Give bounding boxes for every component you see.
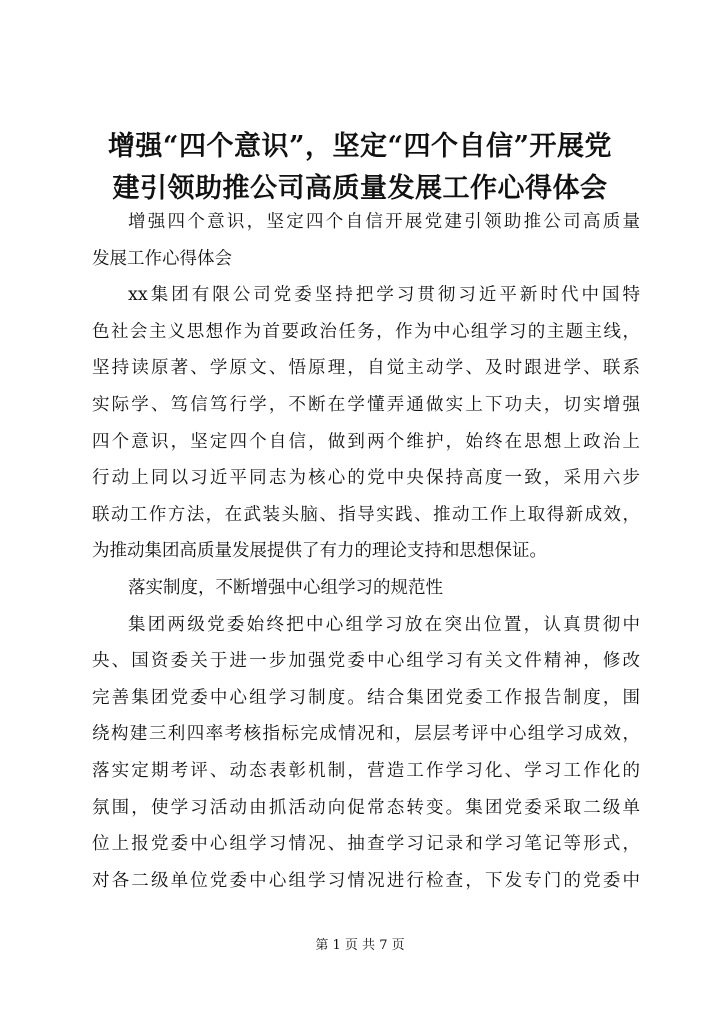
paragraph-line: 对各二级单位党委中心组学习情况进行检查，下发专门的党委中: [92, 870, 640, 891]
paragraph-line: 落实定期考评、动态表彰机制，营造工作学习化、学习工作化的: [92, 760, 640, 781]
paragraph-line: 集团两级党委始终把中心组学习放在突出位置，认真贯彻中: [128, 614, 640, 635]
paragraph-line: 央、国资委关于进一步加强党委中心组学习有关文件精神，修改: [92, 651, 640, 672]
paragraph-line: 绕构建三利四率考核指标完成情况和，层层考评中心组学习成效，: [92, 724, 640, 745]
paragraph-line: 四个意识，坚定四个自信，做到两个维护，始终在思想上政治上: [92, 431, 640, 452]
paragraph: [92, 204, 640, 277]
paragraph: [92, 277, 640, 570]
paragraph-line: 氛围，使学习活动由抓活动向促常态转变。集团党委采取二级单: [92, 797, 640, 818]
paragraph-line: 联动工作方法，在武装头脑、指导实践、推动工作上取得新成效，: [92, 504, 640, 525]
document-title: [40, 126, 680, 210]
title-line: 建引领助推公司高质量发展工作心得体会: [112, 173, 608, 204]
paragraph-line: 增强四个意识，坚定四个自信开展党建引领助推公司高质量: [128, 212, 640, 232]
paragraph-line: 完善集团党委中心组学习制度。结合集团党委工作报告制度，围: [92, 687, 640, 708]
document-body: [92, 204, 640, 899]
paragraph: [92, 607, 640, 900]
paragraph-line: 为推动集团高质量发展提供了有力的理论支持和思想保证。: [92, 541, 547, 562]
paragraph-line: 位上报党委中心组学习情况、抽查学习记录和学习笔记等形式，: [92, 834, 640, 855]
paragraph-line: 实际学、笃信笃行学，不断在学懂弄通做实上下功夫，切实增强: [92, 394, 640, 415]
paragraph-line: 发展工作心得体会: [92, 248, 232, 269]
title-line: 增强“四个意识”，坚定“四个自信”开展党: [107, 131, 613, 162]
paragraph-line: 落实制度，不断增强中心组学习的规范性: [128, 577, 443, 598]
paragraph-line: xx集团有限公司党委坚持把学习贯彻习近平新时代中国特: [128, 285, 640, 306]
paragraph-line: 行动上同以习近平同志为核心的党中央保持高度一致，采用六步: [92, 468, 640, 489]
paragraph: [92, 570, 640, 607]
page-footer: 第 1 页 共 7 页: [315, 938, 405, 953]
paragraph-line: 色社会主义思想作为首要政治任务，作为中心组学习的主题主线，: [92, 321, 640, 342]
paragraph-line: 坚持读原著、学原文、悟原理，自觉主动学、及时跟进学、联系: [92, 358, 640, 379]
